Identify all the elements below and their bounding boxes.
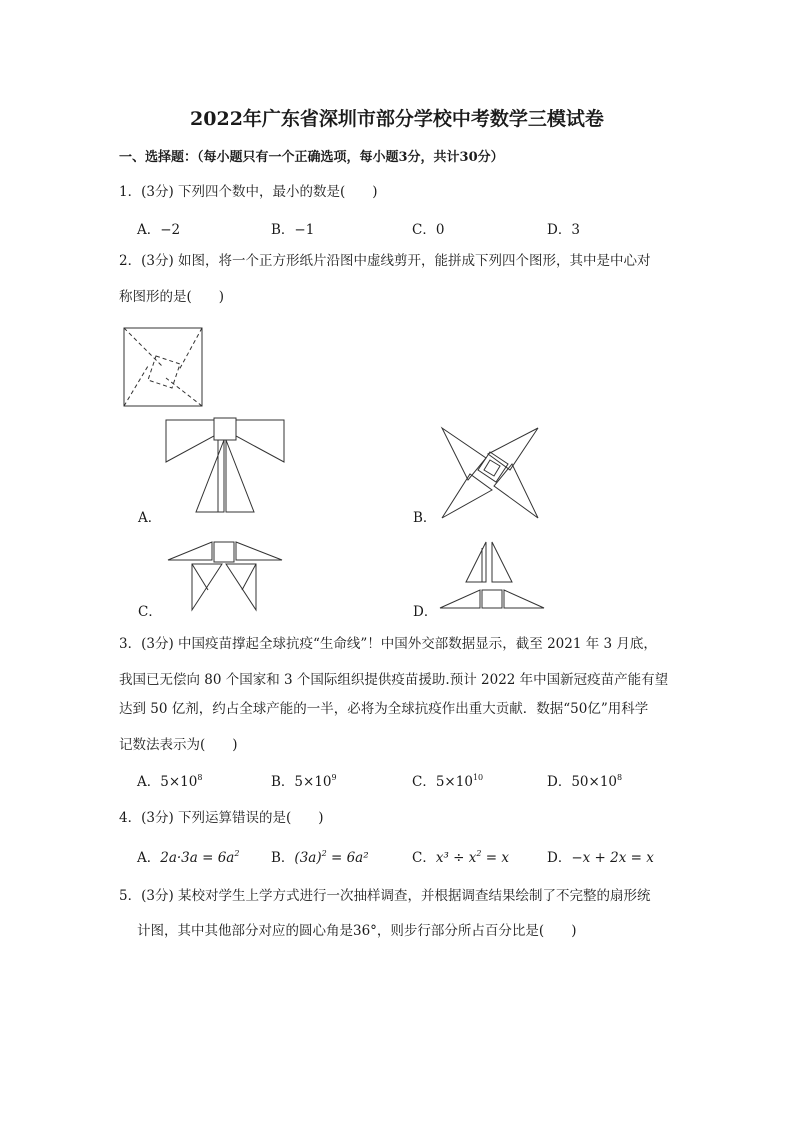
question-2-line-2: 称图形的是( ) (119, 289, 225, 305)
q1-option-a: A．−2 (137, 222, 181, 238)
q4-option-a: A．$2a\cdot 3a = 6a^2$ (137, 849, 240, 866)
q4-option-b: B．$(3a)^2 = 6a^2$ (271, 849, 369, 866)
question-5-line-1: 5．(3分) 某校对学生上学方式进行一次抽样调查，并根据调查结果绘制了不完整的扇形统 (119, 888, 651, 904)
q2-option-b-label: B． (413, 510, 437, 526)
question-1: 1．(3分) 下列四个数中，最小的数是( ) (119, 184, 378, 200)
question-3-line-3: 达到 50 亿剂，约占全球产能的一半，必将为全球抗疫作出重大贡献．数据“50亿”用科学 (119, 701, 649, 717)
q1-option-c: C．0 (412, 222, 445, 238)
q2-option-a-figure (162, 414, 288, 524)
q2-option-b-figure (438, 424, 542, 522)
q3-option-d: D．$50\times 10^8$ (547, 773, 623, 790)
q2-option-c-label: C． (138, 604, 162, 620)
question-3-line-2: 我国已无偿向 80 个国家和 3 个国际组织提供疫苗援助.预计 2022 年中国新冠疫苗产能有望 (119, 672, 669, 688)
q2-option-a-label: A． (138, 510, 162, 526)
question-3-line-1: 3．(3分) 中国疫苗撑起全球抗疫“生命线”！中国外交部数据显示，截至 2021 年 3 月底， (119, 636, 657, 652)
cut-square-figure (122, 326, 204, 408)
q4-option-c: C．$x^3 \div x^2 = x$ (412, 849, 509, 866)
question-2-line-1: 2．(3分) 如图，将一个正方形纸片沿图中虚线剪开，能拼成下列四个图形，其中是中心对 (119, 253, 651, 269)
q3-option-a: A．$5\times 10^8$ (137, 773, 203, 790)
q2-option-d-figure (436, 538, 548, 612)
section-heading: 一、选择题：（每小题只有一个正确选项，每小题3分，共计30分） (119, 150, 504, 165)
question-4: 4．(3分) 下列运算错误的是( ) (119, 810, 324, 826)
q4-option-d: D．−x + 2x = x (547, 850, 654, 866)
question-5-line-2: 计图，其中其他部分对应的圆心角是36°，则步行部分所占百分比是( ) (137, 923, 577, 939)
q2-option-d-label: D． (413, 604, 438, 620)
page-title: 2022年广东省深圳市部分学校中考数学三模试卷 (190, 108, 604, 130)
q3-option-c: C．$5\times 10^{10}$ (412, 773, 484, 790)
q3-option-b: B．$5\times 10^9$ (271, 773, 337, 790)
q1-option-b: B．−1 (271, 222, 315, 238)
q2-option-c-figure (164, 536, 286, 614)
question-3-line-4: 记数法表示为( ) (119, 737, 238, 753)
q1-option-d: D．3 (547, 222, 580, 238)
